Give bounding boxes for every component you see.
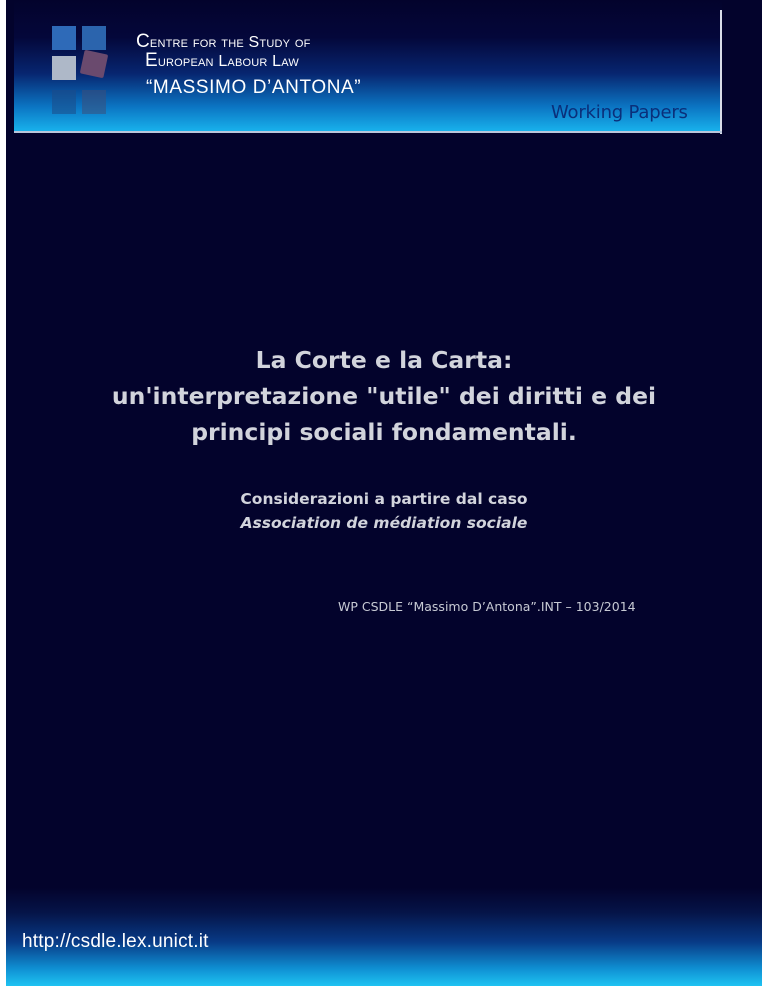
page-edge-left [0, 0, 6, 994]
logo-square-middle-left [52, 56, 76, 80]
paper-title-line-3: principi sociali fondamentali. [191, 418, 577, 446]
paper-subtitle [40, 487, 728, 535]
page-edge-right [762, 0, 768, 994]
series-label: Working Papers [551, 102, 688, 123]
logo-reflection-right [82, 90, 106, 114]
paper-title [40, 342, 728, 450]
paper-subtitle-line-1: Considerazioni a partire dal caso [240, 490, 528, 508]
centre-name-line-3: “MASSIMO D’ANTONA” [146, 77, 362, 98]
header-baseline [14, 131, 722, 133]
header-vertical-rule [720, 10, 722, 134]
logo-square-top-right [82, 26, 106, 50]
logo-reflection-left [52, 90, 76, 114]
page-edge-bottom [0, 986, 768, 994]
paper-title-line-1: La Corte e la Carta: [255, 346, 513, 374]
working-paper-reference: WP CSDLE “Massimo D’Antona”.INT – 103/2014 [338, 599, 636, 614]
logo-cube-icon [80, 50, 108, 78]
logo-square-top-left [52, 26, 76, 50]
centre-name-line-2: European Labour Law [145, 50, 299, 71]
footer-url: http://csdle.lex.unict.it [22, 931, 209, 952]
centre-name-line-1: Centre for the Study of [136, 31, 311, 52]
paper-subtitle-case: Association de médiation sociale [240, 514, 528, 532]
paper-title-line-2: un'interpretazione "utile" dei diritti e dei [111, 382, 657, 410]
csdle-logo [50, 24, 116, 120]
